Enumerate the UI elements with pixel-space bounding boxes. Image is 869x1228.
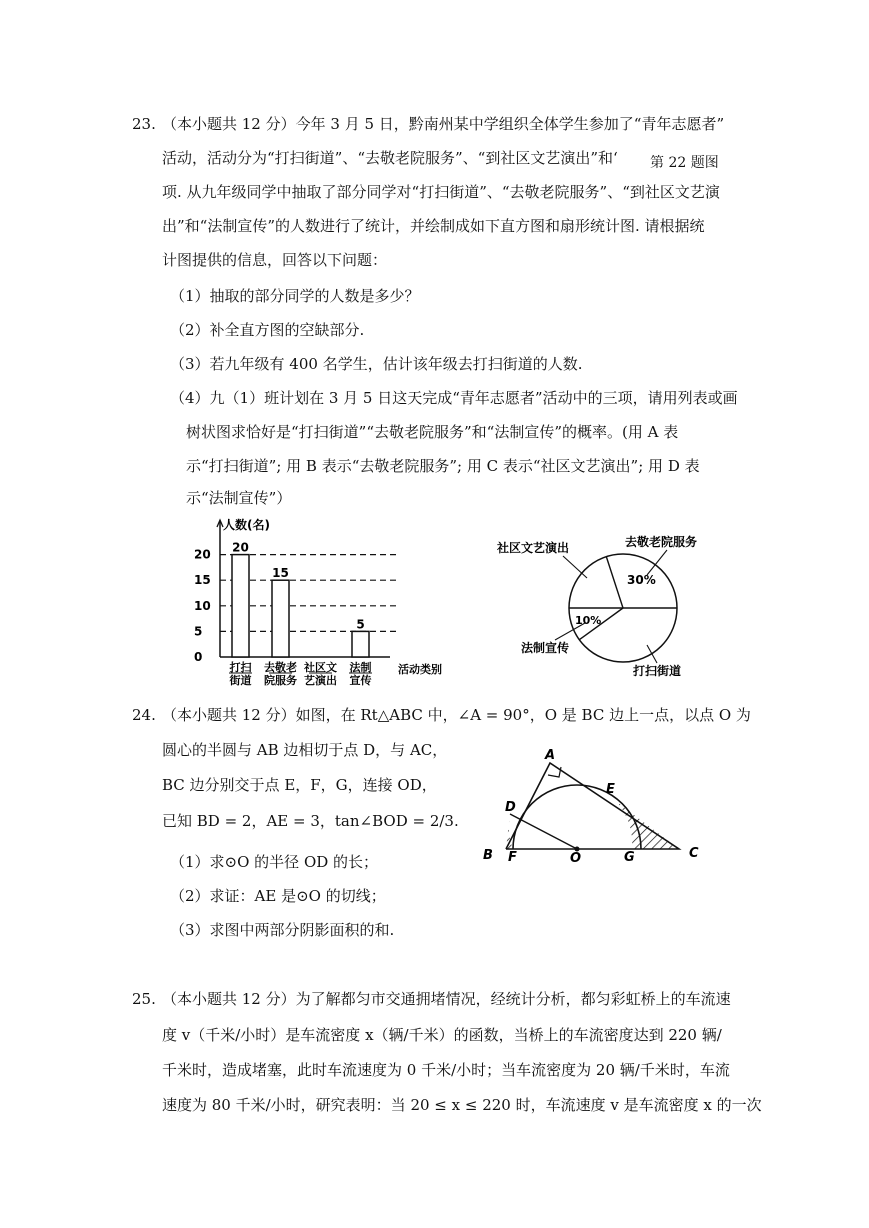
label-b: B: [483, 848, 493, 863]
y-tick-label: 10: [194, 598, 211, 613]
bar: [352, 631, 369, 657]
q23-sub-1: （1）抽取的部分同学的人数是多少？: [170, 287, 420, 305]
slice-label: 去敬老院服务: [625, 535, 698, 549]
y-tick-label: 20: [194, 547, 211, 562]
q24-sub-2: （2）求证：AE 是⊙O 的切线；: [170, 887, 386, 905]
q23-line-3: 项. 从九年级同学中抽取了部分同学对“打扫街道”、“去敬老院服务”、“到社区文艺演: [162, 183, 720, 201]
q23-line-5: 计图提供的信息，回答以下问题：: [162, 251, 388, 269]
q24-line-4: 已知 BD = 2，AE = 3，tan∠BOD = 2/3.: [162, 812, 459, 830]
x-tick-label: 院服务: [264, 674, 297, 687]
q23-line-2: 活动，活动分为“打扫街道”、“去敬老院服务”、“到社区文艺演出”和‘: [162, 149, 618, 167]
label-o: O: [570, 851, 582, 866]
x-axis-label: 活动类别: [398, 663, 442, 676]
bar-data-label: 20: [232, 540, 249, 555]
leader-line: [563, 556, 587, 578]
y-axis-label: 人数(名): [223, 518, 270, 532]
q23-sub-4-line-2: 树状图求恰好是“打扫街道”“去敬老院服务”和“法制宣传”的概率。(用 A 表: [186, 423, 679, 441]
bar-data-label: 5: [356, 617, 365, 632]
y-tick-label: 0: [194, 650, 203, 664]
q23-sub-4-line-3: 示“打扫街道”; 用 B 表示“去敬老院服务”; 用 C 表示“社区文艺演出”; 用 D 表: [186, 457, 700, 475]
slice-percent-label: 10%: [575, 614, 602, 627]
q24-line-1: （本小题共 12 分）如图，在 Rt△ABC 中，∠A = 90°，O 是 BC 边上一点，以点 O 为: [162, 706, 751, 724]
semicircle: [513, 785, 641, 849]
question-number: 24.: [132, 706, 156, 724]
q24-sub-1: （1）求⊙O 的半径 OD 的长；: [170, 853, 379, 871]
x-tick-label: 打扫: [229, 661, 252, 674]
x-tick-label: 宣传: [349, 674, 372, 687]
question-number: 23.: [132, 115, 156, 133]
label-a: A: [545, 748, 556, 763]
x-tick-label: 街道: [229, 674, 252, 687]
y-tick-label: 15: [194, 573, 211, 588]
question-number: 25.: [132, 990, 156, 1008]
q25-line-4: 速度为 80 千米/小时，研究表明：当 20 ≤ x ≤ 220 时，车流速度 v 是车流密度 x 的一次: [162, 1096, 762, 1114]
geometry-figure: [475, 745, 715, 875]
pie-chart: [485, 520, 730, 690]
x-tick-label: 去敬老: [264, 661, 297, 674]
bar: [232, 555, 249, 657]
x-tick-label: 艺演出: [304, 674, 337, 687]
label-d: D: [505, 800, 516, 815]
bar-data-label: 15: [272, 566, 289, 581]
slice-label: 社区文艺演出: [497, 541, 570, 555]
slice-label: 法制宣传: [521, 641, 570, 655]
q23-line-1: （本小题共 12 分）今年 3 月 5 日，黔南州某中学组织全体学生参加了“青年志愿者”: [162, 115, 725, 133]
q23-line-4: 出”和“法制宣传”的人数进行了统计，并绘制成如下直方图和扇形统计图. 请根据统: [162, 217, 705, 235]
segment-od: [510, 814, 577, 849]
slice-percent-label: 30%: [627, 573, 656, 587]
q24-line-2: 圆心的半圆与 AB 边相切于点 D，与 AC，: [162, 741, 448, 759]
q23-sub-4-line-1: （4）九（1）班计划在 3 月 5 日这天完成“青年志愿者”活动中的三项，请用列表或画: [170, 389, 738, 407]
q24-sub-3: （3）求图中两部分阴影面积的和.: [170, 921, 395, 939]
q23-sub-3: （3）若九年级有 400 名学生，估计该年级去打扫街道的人数.: [170, 355, 583, 373]
slice-label: 打扫街道: [633, 664, 682, 678]
q25-line-1: （本小题共 12 分）为了解都匀市交通拥堵情况，经统计分析，都匀彩虹桥上的车流速: [162, 990, 731, 1008]
label-c: C: [689, 846, 699, 861]
x-tick-label: 法制: [349, 661, 372, 674]
q23-sub-2: （2）补全直方图的空缺部分.: [170, 321, 365, 339]
bar: [272, 580, 289, 657]
bar-chart: [190, 515, 460, 690]
label-e: E: [606, 782, 615, 797]
q24-line-3: BC 边分别交于点 E，F，G，连接 OD，: [162, 776, 437, 794]
label-f: F: [508, 850, 517, 865]
label-g: G: [624, 850, 635, 865]
x-tick-label: 社区文: [304, 661, 337, 674]
q25-line-2: 度 v（千米/小时）是车流密度 x（辆/千米）的函数，当桥上的车流密度达到 220 辆/: [162, 1026, 722, 1044]
q23-sub-4-line-4: 示“法制宣传”）: [186, 489, 292, 507]
y-tick-label: 5: [194, 624, 203, 639]
figure-caption-overlay: 第 22 题图: [648, 152, 721, 172]
q25-line-3: 千米时，造成堵塞，此时车流速度为 0 千米/小时；当车流密度为 20 辆/千米时，车流: [162, 1061, 730, 1079]
